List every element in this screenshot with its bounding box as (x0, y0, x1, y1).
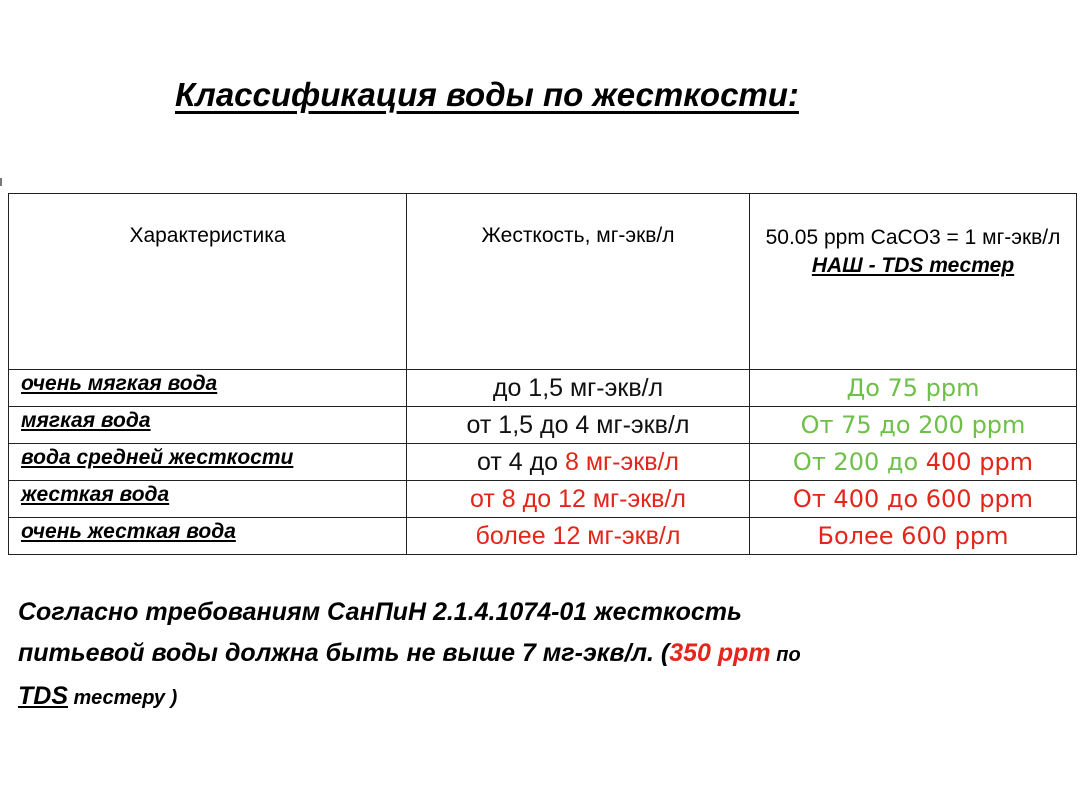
row-ppm-text: От 75 до 200 ppm (800, 411, 1026, 439)
note-line-3-text: тестеру ) (68, 687, 178, 709)
note-line-1: Согласно требованиям СанПиН 2.1.4.1074-01 жесткость (18, 598, 742, 626)
row-name: вода средней жесткости (9, 444, 407, 481)
row-name: очень мягкая вода (9, 370, 407, 407)
header-ppm (750, 194, 1077, 370)
sanpin-note (18, 592, 1018, 719)
table-row (9, 481, 1077, 518)
row-hardness (407, 444, 750, 481)
row-hardness-text: от 4 до (476, 447, 566, 476)
row-ppm (750, 407, 1077, 444)
row-hardness-red-text: от 8 до 12 мг-экв/л (470, 484, 686, 513)
note-ppm-value: 350 ppm (669, 639, 771, 667)
header-ppm-conversion: 50.05 ppm CaCO3 = 1 мг-экв/л (765, 226, 1061, 249)
row-ppm-text: От 200 до (792, 448, 926, 476)
row-ppm (750, 518, 1077, 555)
note-line-3 (18, 676, 1018, 719)
row-hardness-text: до 1,5 мг-экв/л (492, 373, 664, 402)
row-ppm (750, 481, 1077, 518)
table-header-row (9, 194, 1077, 370)
table-row (9, 518, 1077, 555)
hardness-table (8, 193, 1077, 555)
row-name: жесткая вода (9, 481, 407, 518)
row-hardness (407, 370, 750, 407)
note-line-2-tail: по (770, 644, 801, 666)
row-hardness (407, 518, 750, 555)
row-ppm-red-text: 400 ppm (925, 448, 1034, 476)
row-ppm (750, 444, 1077, 481)
row-ppm-red-text: Более 600 ppm (817, 522, 1009, 550)
table-row (9, 444, 1077, 481)
row-name: мягкая вода (9, 407, 407, 444)
note-line-2-text: питьевой воды должна быть не выше 7 мг-экв/л. ( (18, 639, 670, 667)
table-row (9, 370, 1077, 407)
table-row (9, 407, 1077, 444)
row-hardness-text: от 1,5 до 4 мг-экв/л (466, 410, 690, 439)
row-hardness (407, 407, 750, 444)
header-ppm-tester: НАШ - TDS тестер (811, 254, 1015, 277)
row-hardness-red-text: более 12 мг-экв/л (475, 521, 681, 550)
row-ppm-text: До 75 ppm (846, 374, 980, 402)
row-ppm (750, 370, 1077, 407)
row-hardness-red-text: 8 мг-экв/л (565, 447, 680, 476)
row-name: очень жесткая вода (9, 518, 407, 555)
note-line-2 (18, 633, 1018, 676)
note-tds: TDS (18, 682, 68, 710)
header-hardness: Жесткость, мг-экв/л (407, 194, 750, 370)
row-hardness (407, 481, 750, 518)
table-anchor-marker (0, 178, 8, 186)
header-characteristic: Характеристика (9, 194, 407, 370)
page-title: Классификация воды по жесткости: (175, 76, 799, 113)
row-ppm-red-text: От 400 до 600 ppm (792, 485, 1034, 513)
